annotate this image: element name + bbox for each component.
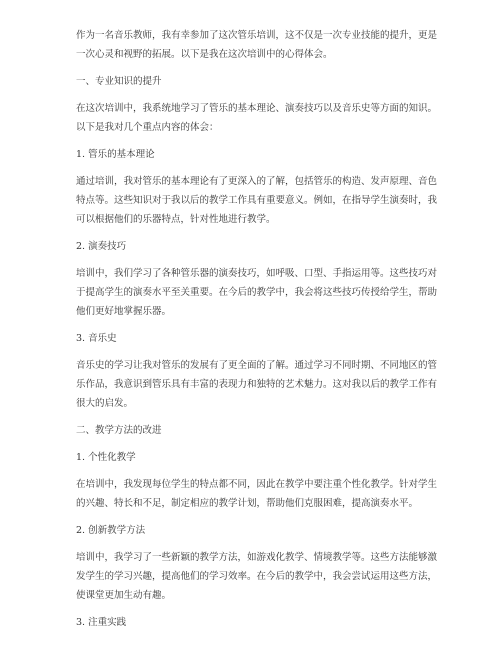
music-history-paragraph: 音乐史的学习让我对管乐的发展有了更全面的了解。通过学习不同时期、不同地区的管乐作品，我意识到管乐具有丰富的表现力和独特的艺术魅力。这对我以后的教学工作有很大的启发。 <box>76 360 438 409</box>
subheading-innovative-methods: 2. 创新教学方法 <box>76 525 146 536</box>
innovative-methods-paragraph: 培训中，我学习了一些新颖的教学方法，如游戏化教学、情境教学等。这些方法能够激发学生的学习兴趣，提高他们的学习效率。在今后的教学中，我会尝试运用这些方法，使课堂更加生动有趣。 <box>76 552 438 601</box>
section-heading-teaching-methods: 二、教学方法的改进 <box>76 425 162 436</box>
personalized-teaching-paragraph: 在培训中，我发现每位学生的特点都不同，因此在教学中要注重个性化教学。针对学生的兴趣、特长和不足，制定相应的教学计划，帮助他们克服困难，提高演奏水平。 <box>76 479 438 509</box>
subheading-personalized-teaching: 1. 个性化教学 <box>76 452 136 463</box>
section-heading-knowledge: 一、专业知识的提升 <box>76 76 162 87</box>
document-body <box>76 26 438 640</box>
intro-paragraph: 作为一名音乐教师，我有幸参加了这次管乐培训，这不仅是一次专业技能的提升，更是一次心灵和视野的拓展。以下是我在这次培训中的心得体会。 <box>76 30 438 60</box>
subheading-playing-skills: 2. 演奏技巧 <box>76 241 127 252</box>
subheading-basic-theory: 1. 管乐的基本理论 <box>76 149 155 160</box>
subheading-practice: 3. 注重实践 <box>76 617 127 628</box>
playing-skills-paragraph: 培训中，我们学习了各种管乐器的演奏技巧，如呼吸、口型、手指运用等。这些技巧对于提高学生的演奏水平至关重要。在今后的教学中，我会将这些技巧传授给学生，帮助他们更好地掌握乐器。 <box>76 268 438 317</box>
knowledge-intro-paragraph: 在这次培训中，我系统地学习了管乐的基本理论、演奏技巧以及音乐史等方面的知识。以下是我对几个重点内容的体会： <box>76 103 438 133</box>
basic-theory-paragraph: 通过培训，我对管乐的基本理论有了更深入的了解，包括管乐的构造、发声原理、音色特点等。这些知识对于我以后的教学工作具有重要意义。例如，在指导学生演奏时，我可以根据他们的乐器特点，针对性地进行教学。 <box>76 176 438 225</box>
subheading-music-history: 3. 音乐史 <box>76 333 117 344</box>
